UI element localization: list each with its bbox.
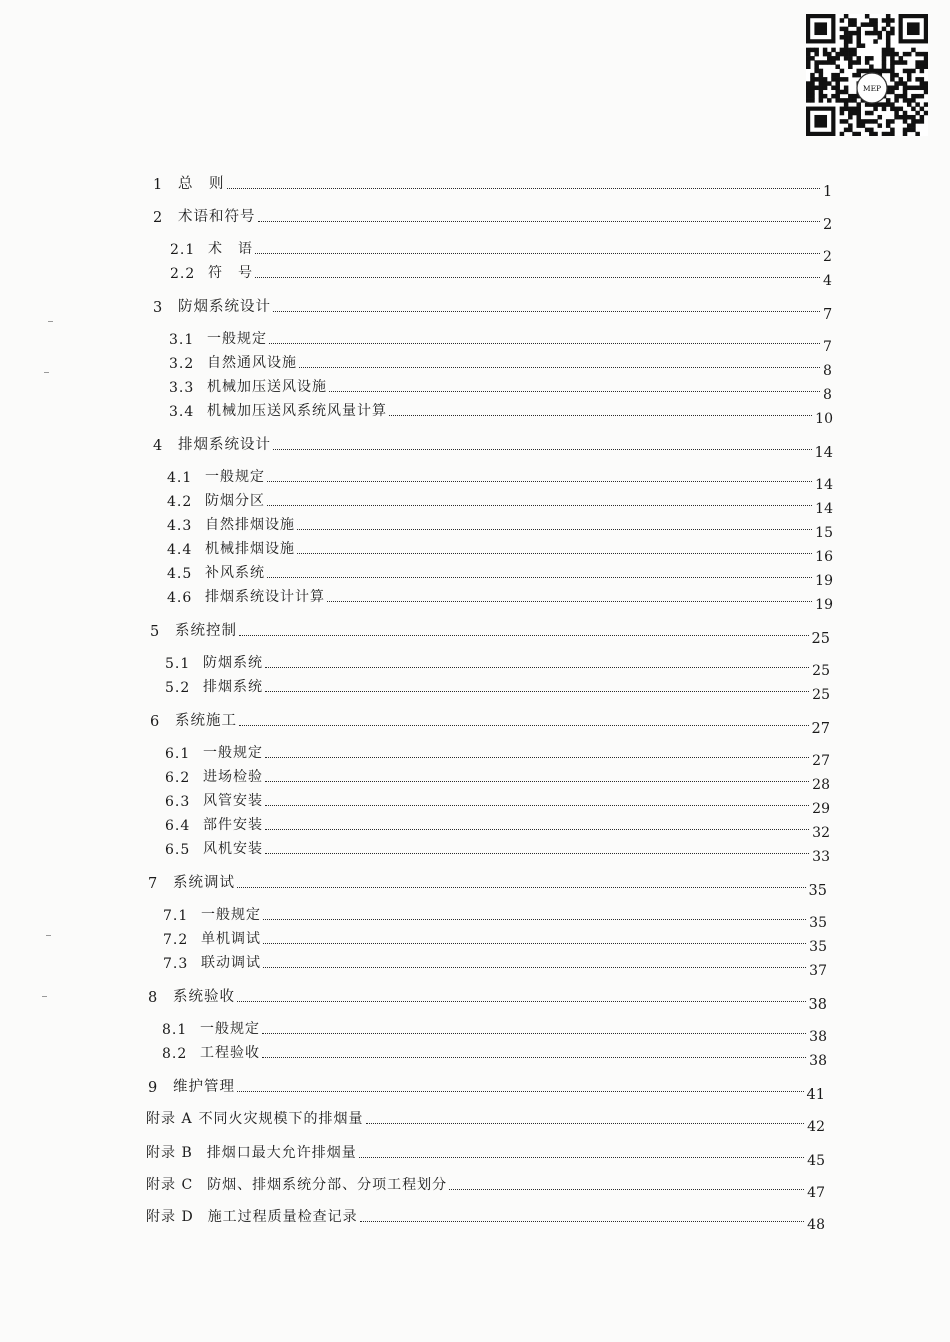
- toc-entry[interactable]: [167, 536, 833, 565]
- toc-entry-number: 4.3: [167, 518, 193, 534]
- dot-leader: [227, 187, 821, 189]
- toc-entry-title: 单机调试: [201, 931, 261, 947]
- toc-entry-title: 一般规定: [200, 1021, 260, 1037]
- toc-entry-title: 施工过程质量检查记录: [207, 1209, 358, 1225]
- dot-leader: [267, 480, 812, 482]
- dot-leader: [239, 724, 809, 726]
- toc-entry[interactable]: [146, 1140, 825, 1169]
- toc-entry-title: 排烟系统: [203, 679, 263, 695]
- toc-entry-number: 4: [153, 438, 164, 454]
- toc-entry-number: 6: [150, 714, 161, 730]
- qr-logo-text: MEP: [862, 84, 882, 93]
- toc-entry[interactable]: [167, 584, 833, 613]
- dot-leader: [265, 828, 809, 830]
- toc-entry-number: 2.1: [170, 242, 196, 258]
- toc-entry-page: 32: [812, 825, 830, 841]
- dot-leader: [366, 1122, 805, 1124]
- toc-entry-number: 6.2: [165, 770, 191, 786]
- toc-entry[interactable]: [148, 1074, 825, 1103]
- toc-entry-page: 27: [811, 721, 830, 737]
- toc-entry-page: 14: [815, 477, 833, 493]
- toc-entry-number: 7.2: [163, 932, 189, 948]
- toc-entry[interactable]: [163, 950, 827, 979]
- toc-entry[interactable]: [167, 560, 833, 589]
- scan-speck: [42, 996, 47, 997]
- toc-entry-page: 25: [812, 663, 830, 679]
- toc-entry[interactable]: [150, 708, 830, 737]
- dot-leader: [389, 414, 812, 416]
- toc-entry[interactable]: [170, 236, 833, 265]
- toc-entry-number: 6.3: [165, 794, 191, 810]
- toc-entry[interactable]: [162, 1016, 827, 1045]
- toc-entry-number: 3: [153, 300, 164, 316]
- toc-entry-page: 19: [815, 597, 833, 613]
- toc-entry-number: 4.1: [167, 470, 193, 486]
- toc-entry-page: 4: [823, 273, 832, 289]
- toc-entry-title: 总 则: [178, 176, 225, 192]
- toc-entry[interactable]: [165, 764, 830, 793]
- dot-leader: [360, 1220, 804, 1222]
- toc-entry[interactable]: [148, 870, 827, 899]
- toc-entry-page: 8: [823, 387, 832, 403]
- dot-leader: [255, 276, 820, 278]
- dot-leader: [267, 576, 812, 578]
- toc-entry-title: 一般规定: [207, 331, 267, 347]
- toc-entry[interactable]: [163, 902, 827, 931]
- toc-entry[interactable]: [165, 740, 830, 769]
- toc-entry[interactable]: [165, 650, 830, 679]
- toc-entry-number: 3.1: [169, 332, 195, 348]
- toc-entry-number: 6.1: [165, 746, 191, 762]
- dot-leader: [265, 756, 809, 758]
- toc-entry[interactable]: [162, 1040, 827, 1069]
- toc-entry[interactable]: [153, 204, 833, 233]
- toc-entry-title: 术语和符号: [178, 209, 256, 225]
- toc-entry-title: 防烟系统设计: [178, 299, 271, 315]
- toc-entry[interactable]: [150, 618, 830, 647]
- toc-entry-page: 28: [812, 777, 830, 793]
- toc-entry-title: 联动调试: [201, 955, 261, 971]
- dot-leader: [299, 366, 820, 368]
- toc-entry-number: 2.2: [170, 266, 196, 282]
- toc-entry[interactable]: [165, 788, 830, 817]
- dot-leader: [297, 552, 812, 554]
- toc-entry[interactable]: [169, 374, 833, 403]
- dot-leader: [265, 690, 809, 692]
- toc-entry-number: 8.2: [162, 1046, 188, 1062]
- dot-leader: [297, 528, 812, 530]
- toc-entry-title: 自然通风设施: [207, 355, 297, 371]
- toc-entry-title: 排烟系统设计计算: [205, 589, 325, 605]
- dot-leader: [263, 942, 806, 944]
- scan-speck: [48, 321, 53, 322]
- toc-entry-title: 风机安装: [203, 841, 263, 857]
- toc-entry-number: 附录 D: [146, 1209, 194, 1225]
- toc-entry[interactable]: [169, 398, 833, 427]
- toc-entry-title: 部件安装: [203, 817, 263, 833]
- toc-entry-page: 35: [809, 939, 827, 955]
- toc-entry-page: 14: [814, 445, 833, 461]
- toc-entry[interactable]: [165, 812, 830, 841]
- toc-entry-number: 3.4: [169, 404, 195, 420]
- toc-entry-number: 9: [148, 1080, 159, 1096]
- scan-speck: [44, 372, 49, 373]
- dot-leader: [258, 220, 821, 222]
- toc-entry-number: 5.1: [165, 656, 191, 672]
- toc-entry-title: 系统调试: [173, 875, 235, 891]
- toc-entry-number: 7.3: [163, 956, 189, 972]
- toc-entry[interactable]: [165, 836, 830, 865]
- toc-entry-title: 防烟、排烟系统分部、分项工程划分: [207, 1177, 448, 1193]
- toc-entry-page: 16: [815, 549, 833, 565]
- toc-entry-number: 6.4: [165, 818, 191, 834]
- toc-entry[interactable]: [153, 432, 833, 461]
- toc-entry-number: 3.2: [169, 356, 195, 372]
- toc-entry[interactable]: [169, 350, 833, 379]
- toc-entry-page: 47: [807, 1185, 825, 1201]
- toc-entry[interactable]: [167, 512, 833, 541]
- toc-entry-number: 3.3: [169, 380, 195, 396]
- dot-leader: [263, 966, 806, 968]
- toc-entry[interactable]: [153, 294, 833, 323]
- toc-entry-page: 45: [807, 1153, 825, 1169]
- toc-entry-title: 进场检验: [203, 769, 263, 785]
- toc-entry-page: 1: [823, 184, 833, 200]
- toc-entry-title: 自然排烟设施: [205, 517, 295, 533]
- dot-leader: [449, 1188, 804, 1190]
- dot-leader: [327, 600, 812, 602]
- dot-leader: [265, 852, 809, 854]
- toc-entry-title: 系统控制: [175, 623, 237, 639]
- toc-entry-title: 一般规定: [205, 469, 265, 485]
- dot-leader: [265, 666, 809, 668]
- toc-entry-title: 系统施工: [175, 713, 237, 729]
- toc-entry-page: 14: [815, 501, 833, 517]
- toc-entry-page: 37: [809, 963, 827, 979]
- toc-entry-page: 2: [823, 217, 833, 233]
- toc-entry-title: 不同火灾规模下的排烟量: [198, 1111, 364, 1127]
- toc-entry[interactable]: [165, 674, 830, 703]
- toc-entry-number: 5.2: [165, 680, 191, 696]
- toc-entry[interactable]: [170, 260, 833, 289]
- toc-entry-title: 机械加压送风设施: [207, 379, 327, 395]
- toc-entry-number: 4.4: [167, 542, 193, 558]
- toc-entry-page: 19: [815, 573, 833, 589]
- toc-entry[interactable]: [167, 488, 833, 517]
- toc-entry-page: 7: [823, 307, 833, 323]
- toc-entry-title: 排烟口最大允许排烟量: [206, 1145, 357, 1161]
- toc-entry[interactable]: [169, 326, 833, 355]
- toc-entry-title: 风管安装: [203, 793, 263, 809]
- dot-leader: [239, 634, 809, 636]
- toc-entry-title: 机械加压送风系统风量计算: [207, 403, 387, 419]
- dot-leader: [237, 1000, 806, 1002]
- dot-leader: [265, 804, 809, 806]
- toc-entry-number: 4.6: [167, 590, 193, 606]
- toc-entry-number: 8: [148, 990, 159, 1006]
- toc-entry-title: 工程验收: [200, 1045, 260, 1061]
- toc-entry-title: 维护管理: [173, 1079, 235, 1095]
- toc-entry-title: 机械排烟设施: [205, 541, 295, 557]
- toc-entry-page: 25: [811, 631, 830, 647]
- toc-entry-number: 7.1: [163, 908, 189, 924]
- toc-entry[interactable]: [153, 171, 833, 200]
- dot-leader: [237, 886, 806, 888]
- toc-entry[interactable]: [167, 464, 833, 493]
- dot-leader: [265, 780, 809, 782]
- toc-entry-page: 38: [808, 997, 827, 1013]
- toc-entry[interactable]: [146, 1106, 825, 1135]
- toc-entry-page: 41: [806, 1087, 825, 1103]
- dot-leader: [237, 1090, 804, 1092]
- scan-speck: [46, 935, 51, 936]
- toc-entry-number: 2: [153, 210, 164, 226]
- toc-entry-number: 4.2: [167, 494, 193, 510]
- toc-entry-number: 8.1: [162, 1022, 188, 1038]
- dot-leader: [359, 1156, 804, 1158]
- toc-entry-page: 35: [809, 915, 827, 931]
- toc-entry-title: 符 号: [208, 265, 253, 281]
- toc-entry-page: 7: [823, 339, 832, 355]
- toc-entry-page: 15: [815, 525, 833, 541]
- toc-entry-page: 33: [812, 849, 830, 865]
- toc-entry-page: 8: [823, 363, 832, 379]
- toc-entry-title: 一般规定: [201, 907, 261, 923]
- toc-entry-number: 附录 C: [146, 1177, 194, 1193]
- toc-entry-title: 系统验收: [173, 989, 235, 1005]
- toc-entry-page: 10: [815, 411, 833, 427]
- toc-entry-title: 防烟分区: [205, 493, 265, 509]
- toc-entry-title: 补风系统: [205, 565, 265, 581]
- toc-entry[interactable]: [148, 984, 827, 1013]
- toc-entry-number: 1: [153, 177, 164, 193]
- toc-entry-number: 附录 B: [146, 1145, 193, 1161]
- dot-leader: [263, 918, 806, 920]
- toc-entry-number: 5: [150, 624, 161, 640]
- dot-leader: [262, 1056, 806, 1058]
- toc-entry-page: 29: [812, 801, 830, 817]
- toc-entry-number: 7: [148, 876, 159, 892]
- dot-leader: [329, 390, 820, 392]
- toc-entry-page: 48: [807, 1217, 825, 1233]
- toc-entry-title: 防烟系统: [203, 655, 263, 671]
- dot-leader: [262, 1032, 806, 1034]
- dot-leader: [273, 448, 812, 450]
- toc-entry-number: 6.5: [165, 842, 191, 858]
- dot-leader: [273, 310, 820, 312]
- dot-leader: [269, 342, 820, 344]
- dot-leader: [267, 504, 812, 506]
- toc-entry-page: 35: [808, 883, 827, 899]
- toc-entry-title: 一般规定: [203, 745, 263, 761]
- toc-entry-page: 25: [812, 687, 830, 703]
- toc-entry-page: 27: [812, 753, 830, 769]
- toc-entry-number: 附录 A: [146, 1111, 193, 1127]
- toc-entry-page: 42: [807, 1119, 825, 1135]
- toc-entry[interactable]: [146, 1172, 825, 1201]
- toc-entry[interactable]: [146, 1204, 825, 1233]
- toc-entry-title: 术 语: [208, 241, 253, 257]
- toc-entry-number: 4.5: [167, 566, 193, 582]
- toc-entry-page: 38: [809, 1053, 827, 1069]
- toc-entry-page: 38: [809, 1029, 827, 1045]
- dot-leader: [255, 252, 820, 254]
- toc-entry[interactable]: [163, 926, 827, 955]
- toc-entry-page: 2: [823, 249, 832, 265]
- toc-entry-title: 排烟系统设计: [178, 437, 271, 453]
